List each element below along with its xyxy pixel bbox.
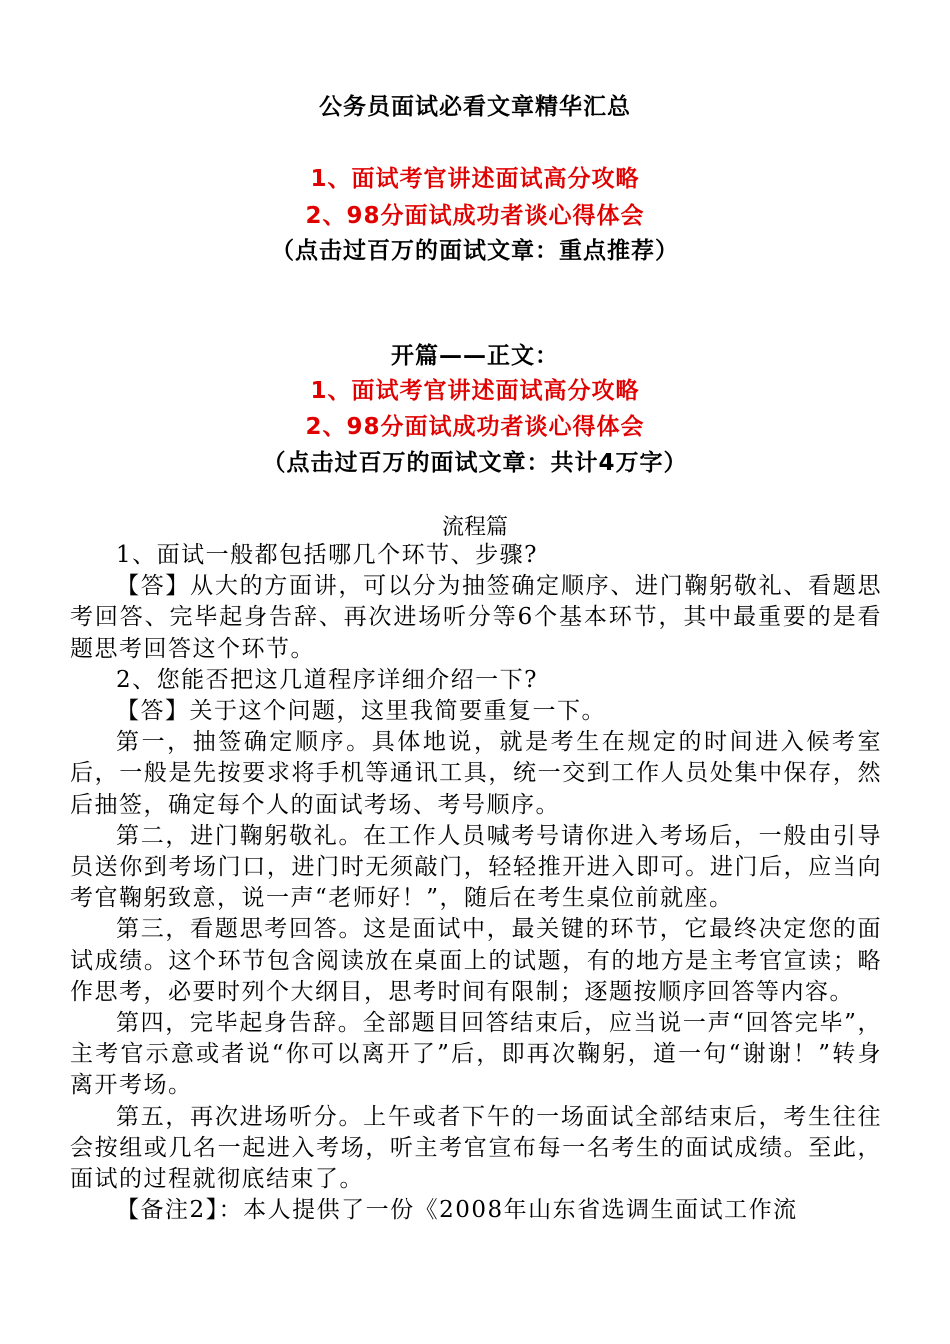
second-link-1[interactable]: 1、面试考官讲述面试高分攻略 <box>310 378 640 404</box>
body-text <box>70 540 882 1226</box>
top-link-2[interactable]: 2、98分面试成功者谈心得体会 <box>305 203 645 229</box>
paragraph-step1: 第一，抽签确定顺序。具体地说，就是考生在规定的时间进入候考室后，一般是先按要求将手机等通讯工具，统一交到工作人员处集中保存，然后抽签，确定每个人的面试考场、考号顺序。 <box>70 729 882 818</box>
second-note: （点击过百万的面试文章：共计4万字） <box>262 450 688 476</box>
paragraph-step4: 第四，完毕起身告辞。全部题目回答结束后，应当说一声“回答完毕”，主考官示意或者说“你可以离开了”后，即再次鞠躬，道一句“谢谢！”转身离开考场。 <box>70 1010 882 1099</box>
second-heading: 开篇——正文： <box>391 343 559 369</box>
top-link-1[interactable]: 1、面试考官讲述面试高分攻略 <box>310 166 640 192</box>
paragraph-q1: 1、面试一般都包括哪几个环节、步骤? <box>116 542 538 568</box>
paragraph-note2: 【备注2】：本人提供了一份《2008年山东省选调生面试工作流 <box>116 1197 798 1224</box>
second-link-2[interactable]: 2、98分面试成功者谈心得体会 <box>305 414 645 440</box>
top-note: （点击过百万的面试文章：重点推荐） <box>271 238 679 264</box>
paragraph-step5: 第五，再次进场听分。上午或者下午的一场面试全部结束后，考生往往会按组或几名一起进入考场，听主考官宣布每一名考生的面试成绩。至此，面试的过程就彻底结束了。 <box>70 1103 882 1193</box>
paragraph-a2: 【答】关于这个问题，这里我简要重复一下。 <box>116 698 606 725</box>
section-title: 流程篇 <box>441 515 508 540</box>
paragraph-q2: 2、您能否把这几道程序详细介绍一下? <box>116 666 538 693</box>
paragraph-step3: 第三，看题思考回答。这是面试中，最关键的环节，它最终决定您的面试成绩。这个环节包含阅读放在桌面上的试题，有的地方是主考官宣读；略作思考，必要时列个大纲目，思考时间有限制；逐题按顺序回答等内容。 <box>70 916 882 1005</box>
paragraph-step2: 第二，进门鞠躬敬礼。在工作人员喊考号请你进入考场后，一般由引导员送你到考场门口，进门时无须敲门，轻轻推开进入即可。进门后，应当向考官鞠躬致意，说一声“老师好！”，随后在考生桌位前就座。 <box>70 822 882 912</box>
document-title: 公务员面试必看文章精华汇总 <box>319 94 631 120</box>
paragraph-a1: 【答】从大的方面讲，可以分为抽签确定顺序、进门鞠躬敬礼、看题思考回答、完毕起身告辞、再次进场听分等6个基本环节，其中最重要的是看题思考回答这个环节。 <box>70 573 882 662</box>
